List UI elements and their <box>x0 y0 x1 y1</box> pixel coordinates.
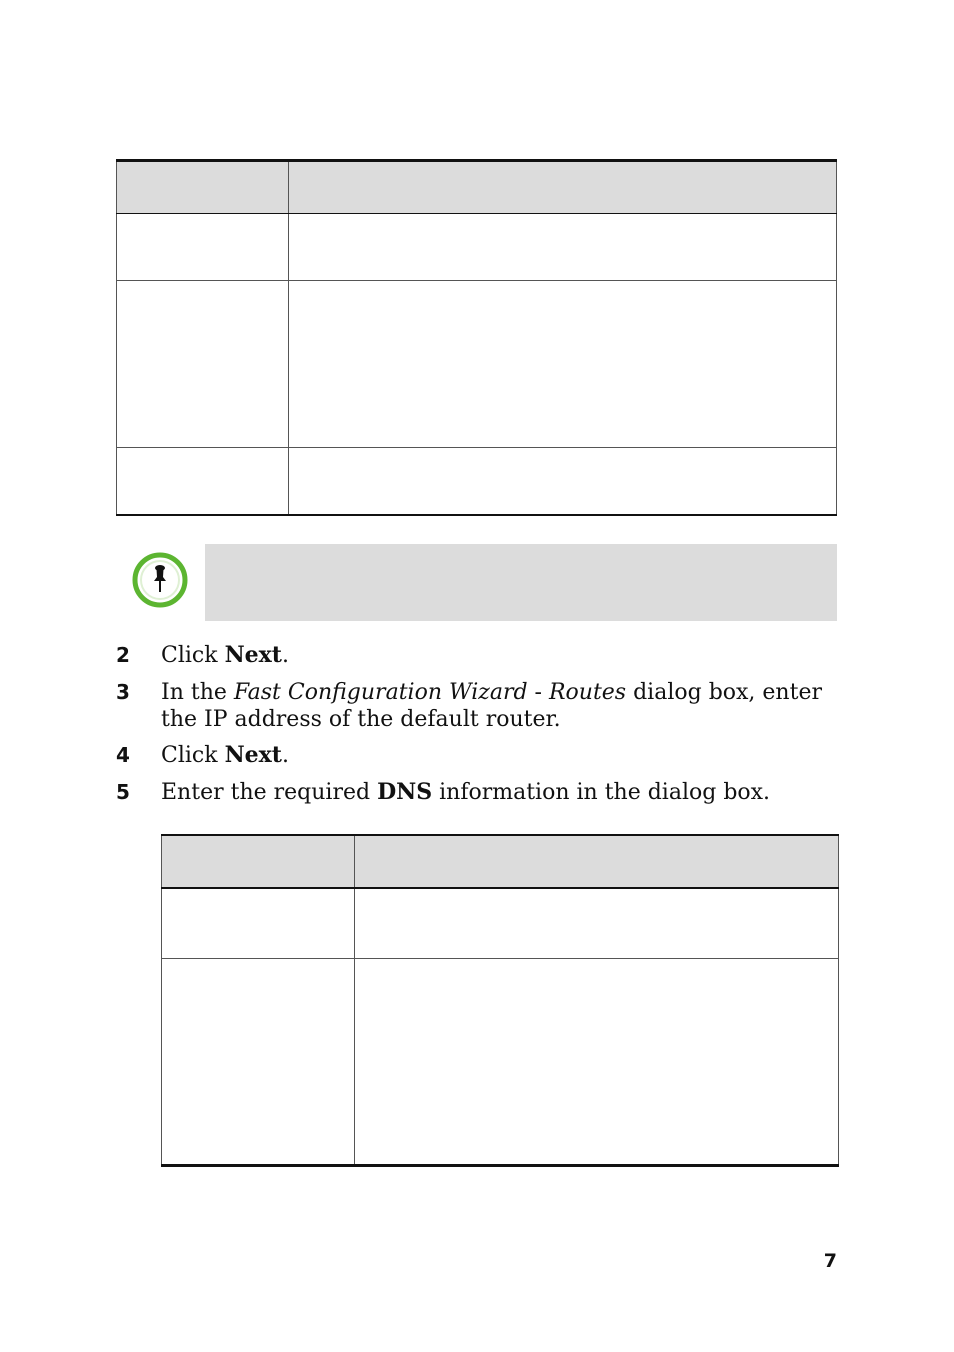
dialog-name: Routes <box>548 680 627 705</box>
field-reference-dns: DNS <box>377 779 433 805</box>
table-cell <box>289 448 837 516</box>
wizard-name: Fast Configuration Wizard <box>233 680 528 705</box>
table-row <box>117 281 837 448</box>
table-row <box>117 214 837 281</box>
dns-parameter-table <box>161 834 839 1167</box>
table-row <box>162 888 839 959</box>
table-cell <box>289 214 837 281</box>
page-number: 7 <box>823 1250 837 1272</box>
table-cell <box>355 959 839 1166</box>
button-reference-next: Next <box>224 642 282 668</box>
table-row <box>117 448 837 516</box>
step-number: 3 <box>116 680 130 704</box>
table-header-cell <box>162 835 355 888</box>
table-cell <box>117 448 289 516</box>
step-number: 5 <box>116 780 130 804</box>
table-cell <box>117 214 289 281</box>
pushpin-icon <box>131 551 189 609</box>
table-cell <box>162 959 355 1166</box>
table-header-row <box>117 161 837 214</box>
routes-parameter-table <box>116 159 837 516</box>
table-header-cell <box>289 161 837 214</box>
table-cell <box>289 281 837 448</box>
table-header-cell <box>117 161 289 214</box>
button-reference-next: Next <box>224 742 282 768</box>
step-number: 2 <box>116 643 130 667</box>
table-header-cell <box>355 835 839 888</box>
step-text: Enter the required DNS information in the dialog box. <box>161 779 771 805</box>
table-cell <box>117 281 289 448</box>
step-text: Click Next. <box>161 642 289 668</box>
table-header-row <box>162 835 839 888</box>
table-cell <box>355 888 839 959</box>
step-text: In the Fast Configuration Wizard - Routes dialog box, enter the IP address of the default router. <box>161 680 822 732</box>
step-number: 4 <box>116 743 130 767</box>
note-box <box>205 544 837 621</box>
table-cell <box>162 888 355 959</box>
step-text: Click Next. <box>161 742 289 768</box>
table-row <box>162 959 839 1166</box>
